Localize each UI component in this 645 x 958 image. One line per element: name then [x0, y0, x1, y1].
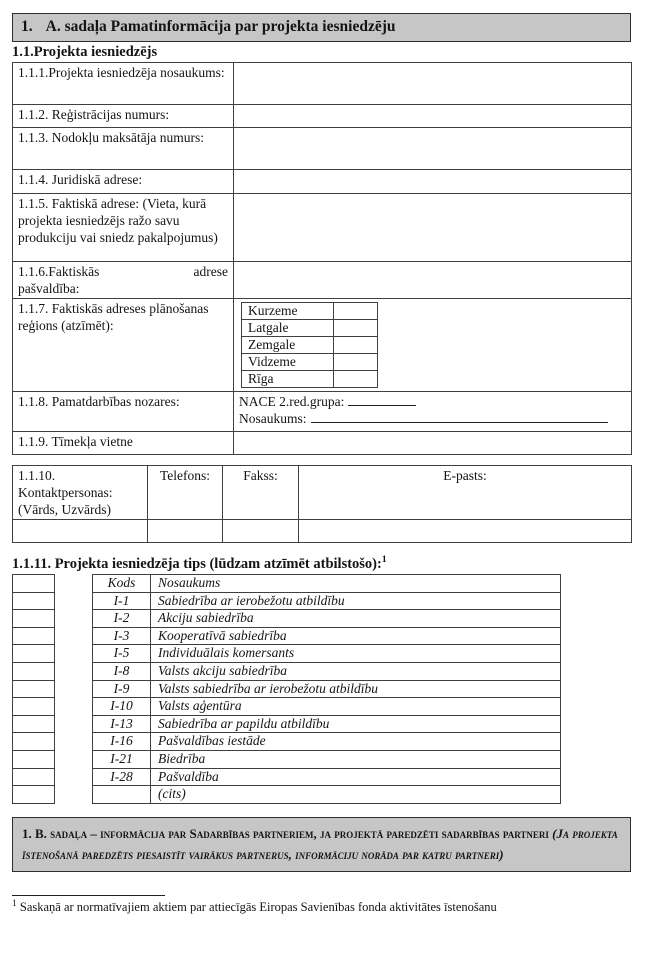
footnote-marker: 1 [12, 898, 17, 909]
region-name-zemgale: Zemgale [242, 337, 334, 354]
table-row [93, 610, 561, 628]
municipality-label [13, 262, 234, 299]
table-row [93, 733, 561, 751]
section-a-title: A. sadaļa Pamatinformācija par projekta iesniedzēju [45, 18, 396, 35]
type-checkbox-cell-header[interactable] [13, 575, 55, 593]
table-row [93, 750, 561, 768]
table-row [13, 662, 55, 680]
type-checkbox-cell-i21[interactable] [13, 750, 55, 768]
actual-address-label [13, 194, 234, 262]
table-row [13, 299, 632, 392]
website-field[interactable] [234, 432, 632, 455]
table-row [13, 262, 632, 299]
type-checkbox-cell-i16[interactable] [13, 733, 55, 751]
type-table-header-kods: Kods [93, 575, 151, 593]
table-row [93, 698, 561, 716]
type-name: Individuālais komersants [151, 645, 561, 663]
table-row [93, 645, 561, 663]
table-row [13, 733, 55, 751]
table-row [242, 303, 378, 320]
table-row [13, 194, 632, 262]
applicant-type-block [12, 574, 631, 804]
municipality-label-line1 [18, 263, 228, 280]
type-table-header-nosaukums: Nosaukums [151, 575, 561, 593]
section-a-number: 1. [21, 18, 33, 35]
actual-address-label-main: 1.1.5. Faktiskā adrese: [18, 196, 140, 211]
municipality-label-word2: adrese [193, 264, 228, 279]
table-row [13, 466, 632, 520]
table-row [93, 592, 561, 610]
table-row [242, 354, 378, 371]
region-checkbox-vidzeme[interactable] [334, 354, 378, 371]
phone-field[interactable] [148, 520, 223, 543]
type-code: I-2 [93, 610, 151, 628]
table-row [13, 715, 55, 733]
type-name: (cits) [151, 786, 561, 804]
table-row [93, 786, 561, 804]
type-checkbox-cell-cits[interactable] [13, 786, 55, 804]
contact-persons-label: 1.1.10. Kontaktpersonas: (Vārds, Uzvārds) [13, 466, 148, 520]
table-row [13, 520, 632, 543]
type-name: Sabiedrība ar papildu atbildību [151, 715, 561, 733]
table-row [93, 662, 561, 680]
table-row [242, 320, 378, 337]
type-name: Valsts aģentūra [151, 698, 561, 716]
table-row [13, 610, 55, 628]
section-b-title: 1. B. sadaļa – informācija par Sadarbības partneriem, ja projektā paredzēti sadarbības partneri [22, 825, 553, 841]
footnote [12, 895, 631, 915]
legal-address-label: 1.1.4. Juridiskā adrese: [13, 170, 234, 194]
applicant-type-heading-text: 1.1.11. Projekta iesniedzēja tips (lūdzam atzīmēt atbilstošo): [12, 556, 382, 572]
table-row [13, 575, 55, 593]
table-row [13, 392, 632, 432]
region-checkbox-zemgale[interactable] [334, 337, 378, 354]
type-code: I-9 [93, 680, 151, 698]
type-code: I-28 [93, 768, 151, 786]
section-b-header [12, 817, 631, 872]
region-checkbox-latgale[interactable] [334, 320, 378, 337]
type-name: Akciju sabiedrība [151, 610, 561, 628]
subsection-1-1-title: 1.1.Projekta iesniedzējs [12, 44, 158, 60]
type-checkbox-cell-i10[interactable] [13, 698, 55, 716]
region-checkbox-kurzeme[interactable] [334, 303, 378, 320]
type-checkbox-cell-i13[interactable] [13, 715, 55, 733]
table-row [13, 786, 55, 804]
nace-name-line [239, 411, 608, 426]
type-name: Pašvaldība [151, 768, 561, 786]
type-checkbox-cell-i3[interactable] [13, 627, 55, 645]
table-row [13, 105, 632, 128]
region-name-latgale: Latgale [242, 320, 334, 337]
legal-address-field[interactable] [234, 170, 632, 194]
type-checkbox-cell-i28[interactable] [13, 768, 55, 786]
applicant-name-label: 1.1.1.Projekta iesniedzēja nosaukums: [13, 63, 234, 105]
footnote-body: Saskaņā ar normatīvajiem aktiem par attiecīgās Eiropas Savienības fonda aktivitātes īstenošanu [19, 899, 497, 914]
table-row [93, 680, 561, 698]
taxpayer-number-label: 1.1.3. Nodokļu maksātāja numurs: [13, 128, 234, 170]
table-row [93, 768, 561, 786]
type-code: I-5 [93, 645, 151, 663]
main-activity-cell [234, 392, 632, 432]
registration-number-label: 1.1.2. Reģistrācijas numurs: [13, 105, 234, 128]
phone-header: Telefons: [148, 466, 223, 520]
applicant-type-table [92, 574, 561, 804]
table-row [93, 575, 561, 593]
contact-person-field[interactable] [13, 520, 148, 543]
municipality-label-word1: 1.1.6.Faktiskās [18, 264, 100, 279]
footnote-text [12, 900, 631, 915]
main-activity-label: 1.1.8. Pamatdarbības nozares: [13, 392, 234, 432]
type-name: Kooperatīvā sabiedrība [151, 627, 561, 645]
regions-table [241, 302, 378, 388]
planning-region-label: 1.1.7. Faktiskās adreses plānošanas reģions (atzīmēt): [13, 299, 234, 392]
table-row [13, 627, 55, 645]
type-code: I-16 [93, 733, 151, 751]
email-field[interactable] [299, 520, 632, 543]
fax-header: Fakss: [223, 466, 299, 520]
municipality-field[interactable] [234, 262, 632, 299]
table-row [13, 645, 55, 663]
type-name: Sabiedrība ar ierobežotu atbildību [151, 592, 561, 610]
type-code: I-21 [93, 750, 151, 768]
table-row [13, 432, 632, 455]
type-code: I-3 [93, 627, 151, 645]
nace-group-blank[interactable] [348, 393, 416, 406]
table-row [242, 371, 378, 388]
type-name: Biedrība [151, 750, 561, 768]
table-row [13, 592, 55, 610]
planning-region-cell [234, 299, 632, 392]
table-row [13, 768, 55, 786]
type-name: Valsts akciju sabiedrība [151, 662, 561, 680]
nace-name-label: Nosaukums: [239, 411, 307, 426]
actual-address-field[interactable] [234, 194, 632, 262]
website-label: 1.1.9. Tīmekļa vietne [13, 432, 234, 455]
type-code: I-1 [93, 592, 151, 610]
table-row [13, 750, 55, 768]
nace-group-line [239, 394, 416, 409]
applicant-name-field[interactable] [234, 63, 632, 105]
type-checkbox-column [12, 574, 55, 804]
section-a-header [12, 13, 631, 42]
table-row [242, 337, 378, 354]
type-checkbox-cell-i5[interactable] [13, 645, 55, 663]
footnote-separator [12, 895, 165, 896]
applicant-table [12, 62, 632, 455]
email-header: E-pasts: [299, 466, 632, 520]
type-code: I-13 [93, 715, 151, 733]
form-page [12, 13, 631, 915]
type-checkbox-cell-i8[interactable] [13, 662, 55, 680]
type-code: I-8 [93, 662, 151, 680]
region-name-kurzeme: Kurzeme [242, 303, 334, 320]
table-row [93, 715, 561, 733]
contacts-table [12, 465, 632, 543]
nace-name-blank[interactable] [311, 410, 608, 423]
type-checkbox-cell-i2[interactable] [13, 610, 55, 628]
fax-field[interactable] [223, 520, 299, 543]
section-b-note: (Ja projekta īstenošanā paredzēts piesaistīt vairākus partnerus, informāciju norāda par katru partneri) [22, 825, 618, 862]
table-row [13, 128, 632, 170]
applicant-type-heading [12, 556, 631, 573]
region-checkbox-riga[interactable] [334, 371, 378, 388]
region-name-riga: Rīga [242, 371, 334, 388]
registration-number-field[interactable] [234, 105, 632, 128]
type-checkbox-cell-i1[interactable] [13, 592, 55, 610]
type-code: I-10 [93, 698, 151, 716]
table-row [13, 63, 632, 105]
table-row [13, 680, 55, 698]
type-name: Pašvaldības iestāde [151, 733, 561, 751]
municipality-label-line2: pašvaldība: [18, 281, 80, 296]
table-row [93, 627, 561, 645]
table-row [13, 698, 55, 716]
type-code [93, 786, 151, 804]
actual-address-label-note: (Vieta, kurā projekta iesniedzējs ražo savu produkciju vai sniedz pakalpojumus) [18, 196, 218, 245]
taxpayer-number-field[interactable] [234, 128, 632, 170]
region-name-vidzeme: Vidzeme [242, 354, 334, 371]
type-checkbox-cell-i9[interactable] [13, 680, 55, 698]
footnote-reference: 1 [381, 555, 387, 566]
table-row [13, 170, 632, 194]
nace-group-label: NACE 2.red.grupa: [239, 394, 345, 409]
type-name: Valsts sabiedrība ar ierobežotu atbildību [151, 680, 561, 698]
